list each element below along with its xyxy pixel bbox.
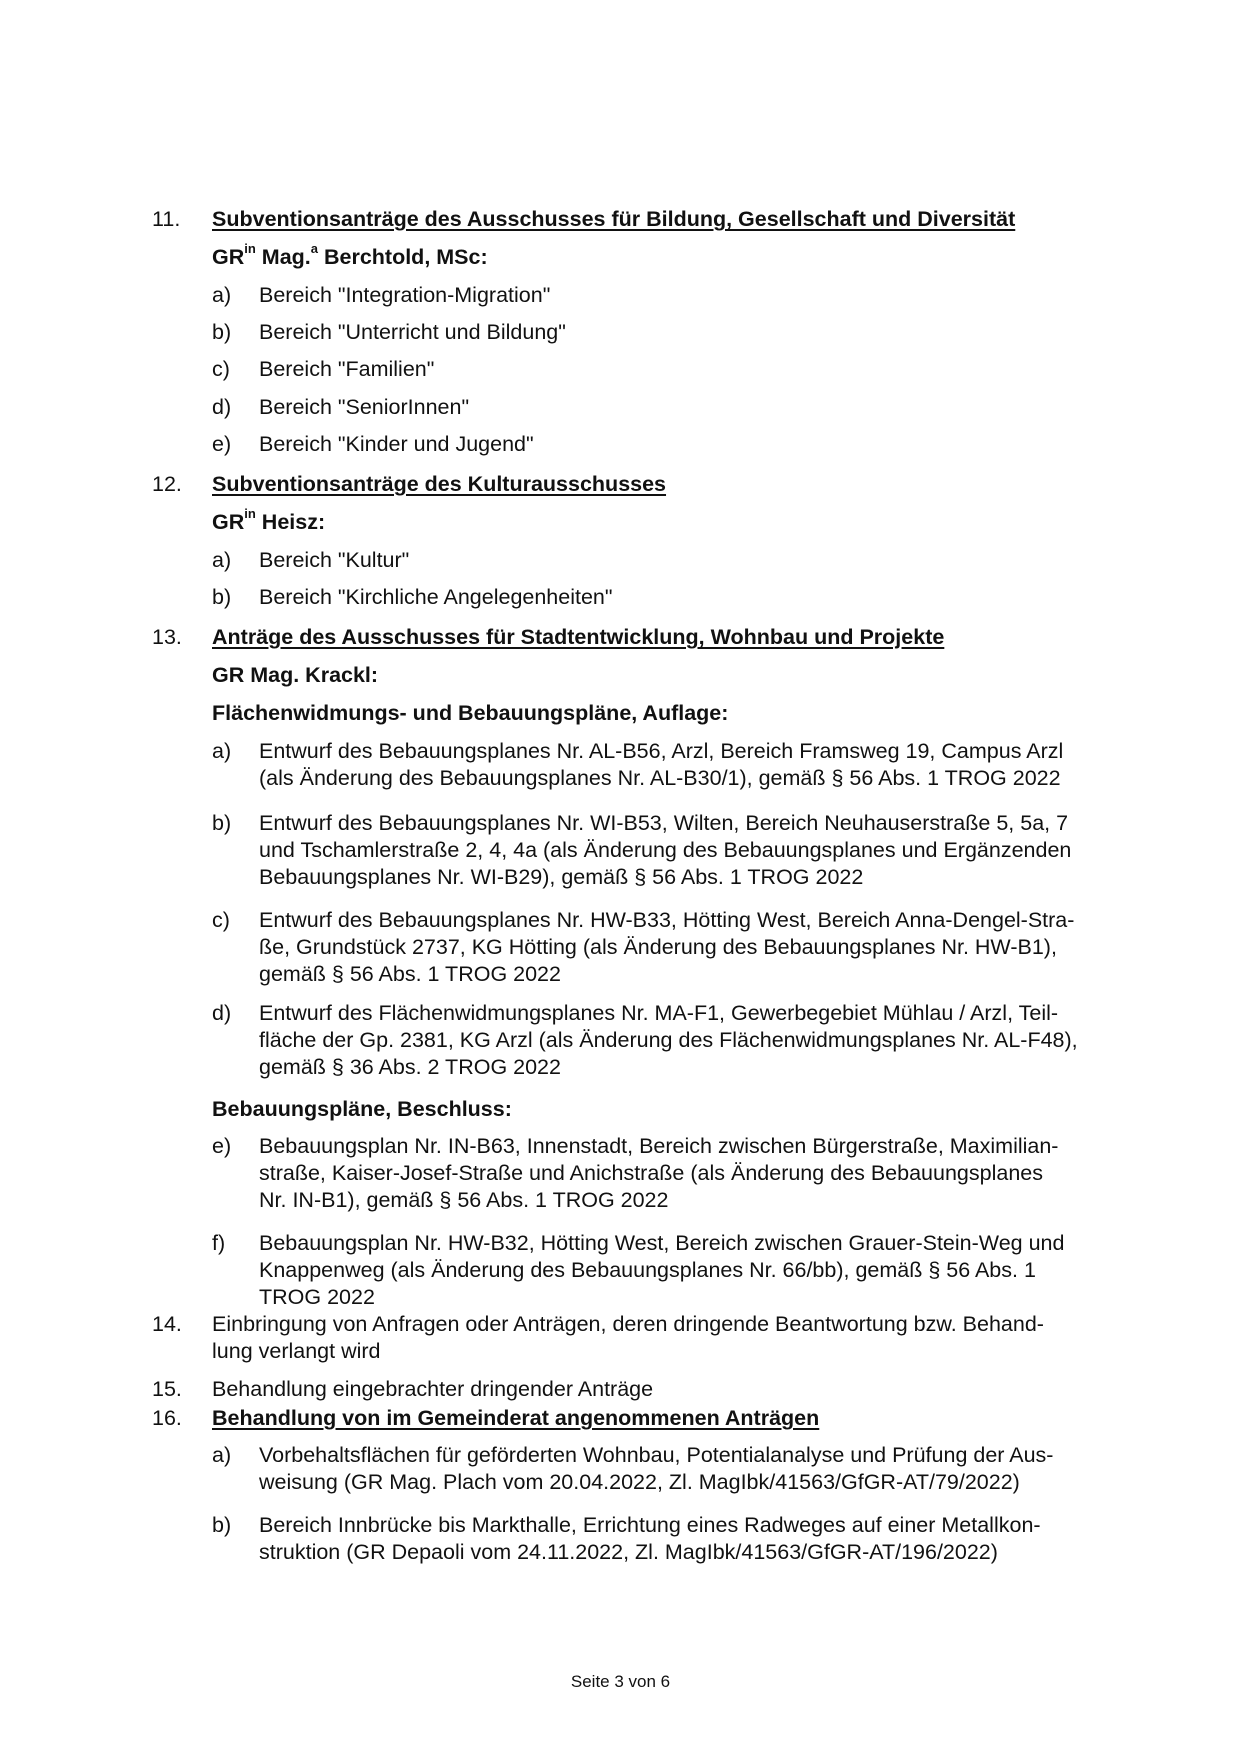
- agenda-text: Einbringung von Anfragen oder Anträgen, deren dringende Beantwortung bzw. Behand-: [212, 1312, 1044, 1336]
- speaker: GR Mag. Krackl:: [212, 663, 379, 687]
- agenda-number: 11.: [152, 207, 181, 231]
- agenda-number: 12.: [152, 472, 182, 496]
- agenda-title: Subventionsanträge des Kulturausschusses: [212, 472, 667, 496]
- subheading: Bebauungspläne, Beschluss:: [212, 1097, 512, 1121]
- document-page: 11. Subventionsanträge des Ausschusses für Bildung, Gesellschaft und Diversität $GR^{in}$ Mag.$^a$ Berchtold, MSc: a) Bereich "Integration-Migration" b) Bereich "Unterricht und Bildung" c) Bereich "Familien" d) Bereich "SeniorInnen" e) Bereich "Kinder und Jugend" 12. Subventionsanträge des Kulturausschusses $GR^{in}$ Heisz: a) Bereich "Kultur" b) Bereich "Kirchliche Angelegenheiten" 13. Anträge des Ausschusses für Stadtentwicklung, Wohnbau und Projekte GR Mag. Krackl: Flächenwidmungs- und Bebauungspläne, Auflage: a) Entwurf des Bebauungsplanes Nr. AL-B56, Arzl, Bereich Framsweg 19, Campus Arzl (als Änderung des Bebauungsplanes Nr. AL-B30/1), gemäß § 56 Abs. 1 TROG 2022 b) Entwurf des Bebauungsplanes Nr. WI-B53, Wilten, Bereich Neuhauserstraße 5, 5a, 7 und Tschamlerstraße 2, 4, 4a (als Änderung des Bebauungsplanes und Ergänzenden Bebauungsplanes Nr. WI-B29), gemäß § 56 Abs. 1 TROG 2022 c) Entwurf des Bebauungsplanes Nr. HW-B33, Hötting West, Bereich Anna-Dengel-Stra- ße, Grundstück 2737, KG Hötting (als Änderung des Bebauungsplanes Nr. HW-B1), gemäß § 56 Abs. 1 TROG 2022 d) Entwurf des Flächenwidmungsplanes Nr. MA-F1, Gewerbegebiet Mühlau / Arzl, Teil- fläche der Gp. 2381, KG Arzl (als Änderung des Flächenwidmungsplanes Nr. AL-F48), gemäß § 36 Abs. 2 TROG 2022 Bebauungspläne, Beschluss: e) Bebauungsplan Nr. IN-B63, Innenstadt, Bereich zwischen Bürgerstraße, Maximilian- straße, Kaiser-Josef-Straße und Anichstraße (als Änderung des Bebauungsplanes Nr. IN-B1), gemäß § 56 Abs. 1 TROG 2022 f) Bebauungsplan Nr. HW-B32, Hötting West, Bereich zwischen Grauer-Stein-Weg und Knappenweg (als Änderung des Bebauungsplanes Nr. 66/bb), gemäß § 56 Abs. 1 TROG 2022 14. Einbringung von Anfragen oder Anträgen, deren dringende Beantwortung bzw. Behand- lung verlangt wird 15. Behandlung eingebrachter dringender Anträge 16. Behandlung von im Gemeinderat angenommenen Anträgen a) Vorbehaltsflächen für geförderten Wohnbau, Potentialanalyse und Prüfung der Aus- weisung (GR Mag. Plach vom 20.04.2022, Zl. MagIbk/41563/GfGR-AT/79/2022) b) Bereich Innbrücke bis Markthalle, Errichtung eines Radweges auf einer Metallkon- struktion (GR Depaoli vom 24.11.2022, Zl. MagIbk/41563/GfGR-AT/196/2022) Seite 3 von 6: [0, 0, 1241, 1754]
- agenda-title: Behandlung von im Gemeinderat angenommenen Anträgen: [212, 1406, 820, 1430]
- speaker: $GR^{in}$ Heisz:: [212, 505, 326, 534]
- agenda-title: Anträge des Ausschusses für Stadtentwicklung, Wohnbau und Projekte: [212, 625, 945, 649]
- page-footer: Seite 3 von 6: [570, 1672, 671, 1691]
- agenda-number: 14.: [152, 1312, 182, 1336]
- agenda-number: 16.: [152, 1406, 182, 1430]
- speaker: $GR^{in}$ Mag.$^a$ Berchtold, MSc:: [212, 240, 488, 269]
- agenda-number: 13.: [152, 625, 182, 649]
- agenda-number: 15.: [152, 1377, 182, 1401]
- subheading: Flächenwidmungs- und Bebauungspläne, Auflage:: [212, 701, 729, 725]
- agenda-title: Subventionsanträge des Ausschusses für Bildung, Gesellschaft und Diversität: [212, 207, 1016, 231]
- agenda-text: lung verlangt wird: [212, 1339, 381, 1363]
- agenda-text: Behandlung eingebrachter dringender Anträge: [212, 1377, 654, 1401]
